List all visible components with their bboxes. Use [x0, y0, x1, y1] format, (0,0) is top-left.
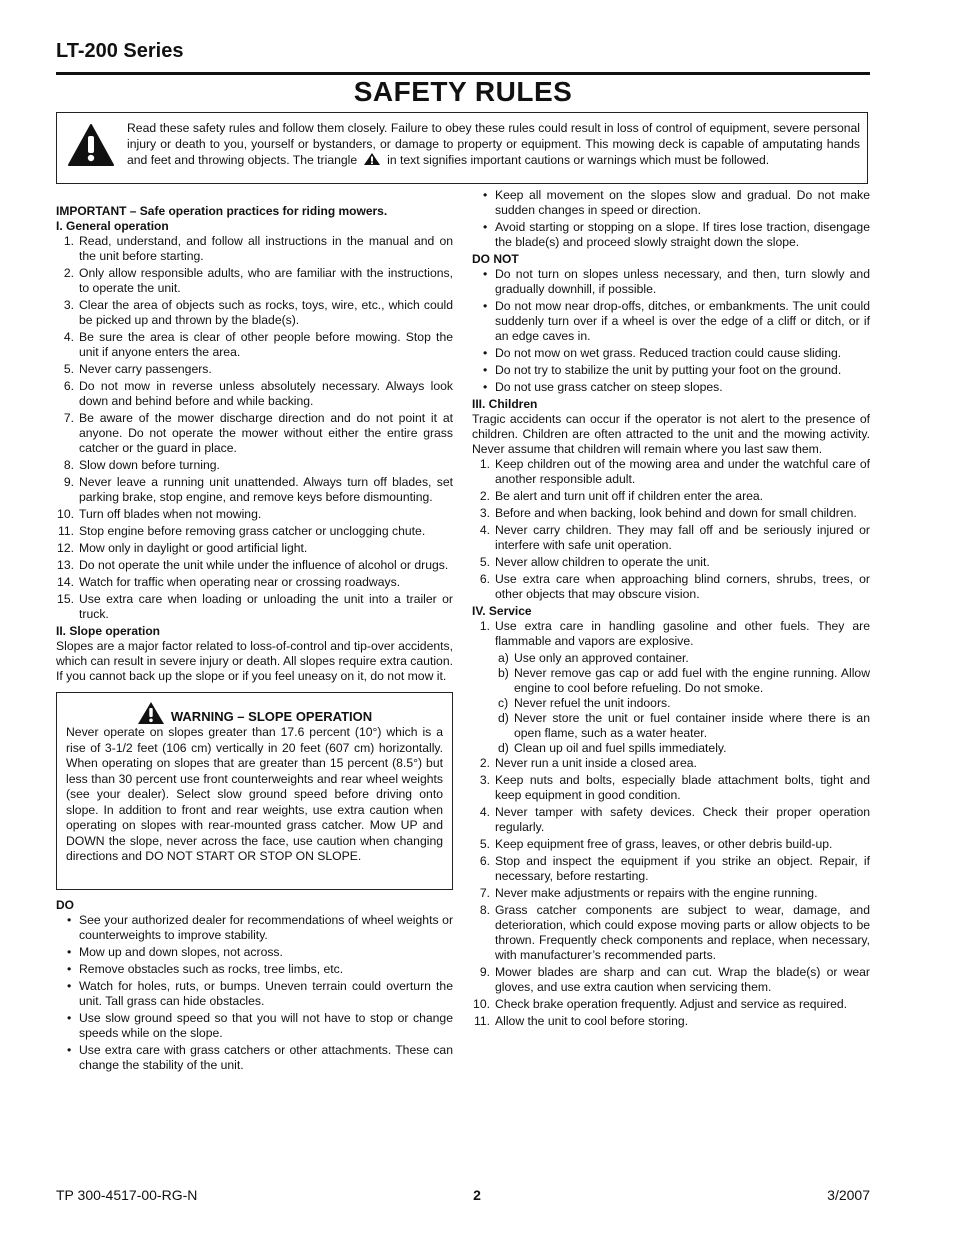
list-item: 2. Only allow responsible adults, who are familiar with the instructions, to operate the unit.	[63, 266, 453, 295]
do-list	[56, 913, 453, 1073]
list-item: 1. Read, understand, and follow all instructions in the manual and on the unit before starting.	[63, 234, 453, 263]
bullet-icon: •	[483, 380, 488, 394]
general-operation-list	[56, 234, 453, 622]
list-item: 5. Keep equipment free of grass, leaves, or other debris build-up.	[479, 837, 833, 851]
service-list-first	[472, 619, 870, 649]
bullet-item: • Mow up and down slopes, not across.	[67, 945, 283, 959]
sub-list-item: a) Use only an approved container.	[498, 651, 689, 665]
bullet-icon: •	[67, 1011, 72, 1025]
bullet-icon: •	[67, 962, 72, 976]
list-item: 4. Be sure the area is clear of other people before mowing. Stop the unit if anyone enters the area.	[63, 330, 453, 359]
intro-warning-box	[56, 112, 868, 184]
list-item: 9. Never leave a running unit unattended. Always turn off blades, set parking brake, stop engine, and remove keys before dismounting.	[63, 475, 453, 504]
bullet-icon: •	[67, 1043, 72, 1057]
left-column	[56, 204, 453, 1075]
bullet-item: • Do not mow near drop-offs, ditches, or embankments. The unit could suddenly turn over if a wheel is over the edge of a cliff or ditch, or if an edge caves in.	[483, 299, 870, 343]
bullet-icon: •	[483, 220, 488, 234]
list-item: 2. Never run a unit inside a closed area.	[479, 756, 697, 770]
list-item: 1. Use extra care in handling gasoline and other fuels. They are flammable and vapors are explosive.	[479, 619, 870, 648]
sub-list-item: d) Clean up oil and fuel spills immediately.	[498, 741, 727, 755]
bullet-item: • Do not use grass catcher on steep slopes.	[483, 380, 723, 394]
slope-operation-heading: II. Slope operation	[56, 624, 161, 638]
list-item: 14. Watch for traffic when operating near or crossing roadways.	[57, 575, 401, 589]
children-heading: III. Children	[472, 397, 538, 411]
header-rule	[56, 72, 870, 75]
bullet-item: • Use extra care with grass catchers or other attachments. These can change the stability of the unit.	[67, 1043, 453, 1072]
bullet-item: • Do not try to stabilize the unit by putting your foot on the ground.	[483, 363, 842, 377]
bullet-icon: •	[483, 363, 488, 377]
slope-warning-text: Never operate on slopes greater than 17.6 percent (10°) which is a rise of 3-1/2 feet (106 cm) vertically in 20 feet (607 cm) horizontally. When operating on slopes that are greater than 15 percent (8.5°) but less than 30 percent use front counterweights and rear wheel weights (see your dealer). Select slow ground speed before driving onto slope. In addition to front and rear weights, use extra caution when operating on slopes with rear-mounted grass catcher. Mow UP and DOWN the slope, never across the face, use caution when changing directions and DO NOT START OR STOP ON SLOPE.	[66, 725, 443, 863]
do-not-list	[472, 267, 870, 395]
sub-list-item: d) Never store the unit or fuel container inside where there is an open flame, such as a water heater.	[498, 711, 870, 740]
bullet-icon: •	[483, 267, 488, 281]
sub-list-item: c) Never refuel the unit indoors.	[498, 696, 671, 710]
list-item: 3. Before and when backing, look behind and down for small children.	[479, 506, 857, 520]
bullet-icon: •	[67, 979, 72, 993]
page-number: 2	[473, 1187, 481, 1203]
list-item: 6. Use extra care when approaching blind corners, shrubs, trees, or other objects that may obscure vision.	[479, 572, 870, 601]
right-column	[472, 188, 870, 1031]
doc-date: 3/2007	[827, 1187, 870, 1203]
bullet-item: • Avoid starting or stopping on a slope. If tires lose traction, disengage the blade(s) and proceed slowly straight down the slope.	[483, 220, 870, 249]
warning-triangle-icon	[67, 123, 115, 167]
do-heading: DO	[56, 898, 74, 912]
fuel-sub-list	[472, 651, 870, 756]
bullet-item: • Remove obstacles such as rocks, tree limbs, etc.	[67, 962, 344, 976]
list-item: 4. Never tamper with safety devices. Check their proper operation regularly.	[479, 805, 870, 834]
slope-warning-box	[56, 692, 453, 890]
bullet-icon: •	[67, 913, 72, 927]
series-title: LT-200 Series	[56, 40, 184, 62]
list-item: 10. Turn off blades when not mowing.	[57, 507, 262, 521]
service-heading: IV. Service	[472, 604, 532, 618]
list-item: 5. Never carry passengers.	[63, 362, 212, 376]
slope-intro: Slopes are a major factor related to loss-of-control and tip-over accidents, which can result in severe injury or death. All slopes require extra caution. If you cannot back up the slope or if you feel uneasy on it, do not mow it.	[56, 639, 453, 683]
list-item: 8. Slow down before turning.	[63, 458, 220, 472]
list-item: 5. Never allow children to operate the unit.	[479, 555, 710, 569]
bullet-item: • Do not mow on wet grass. Reduced traction could cause sliding.	[483, 346, 842, 360]
bullet-item: • Watch for holes, ruts, or bumps. Uneven terrain could overturn the unit. Tall grass can hide obstacles.	[67, 979, 453, 1008]
bullet-icon: •	[67, 945, 72, 959]
do-not-heading: DO NOT	[472, 252, 519, 266]
list-item: 11. Allow the unit to cool before storing.	[473, 1014, 689, 1028]
list-item: 6. Stop and inspect the equipment if you strike an object. Repair, if necessary, before restarting.	[479, 854, 870, 883]
bullet-item: • See your authorized dealer for recommendations of wheel weights or counterweights to improve stability.	[67, 913, 453, 942]
sub-list-item: b) Never remove gas cap or add fuel with the engine running. Allow engine to cool before refueling. Do not smoke.	[498, 666, 870, 695]
inline-triangle-icon	[363, 152, 381, 166]
important-heading: IMPORTANT – Safe operation practices for riding mowers.	[56, 204, 388, 218]
intro-text: Read these safety rules and follow them closely. Failure to obey these rules could result in loss of control of equipment, severe personal injury or death to you, yourself or bystanders, or damage to property or equipment. This mowing deck is capable of amputating hands and feet and throwing objects. The triangle in text signifies important cautions or warnings which must be followed.	[127, 121, 860, 167]
slope-warning-heading: WARNING – SLOPE OPERATION	[66, 701, 443, 725]
list-item: 12. Mow only in daylight or good artificial light.	[57, 541, 308, 555]
bullet-item: • Keep all movement on the slopes slow and gradual. Do not make sudden changes in speed or direction.	[483, 188, 870, 217]
list-item: 9. Mower blades are sharp and can cut. Wrap the blade(s) or wear gloves, and use extra caution when servicing them.	[479, 965, 870, 994]
general-operation-heading: I. General operation	[56, 219, 169, 233]
page-title: SAFETY RULES	[353, 76, 573, 107]
list-item: 7. Never make adjustments or repairs with the engine running.	[479, 886, 818, 900]
list-item: 15. Use extra care when loading or unloading the unit into a trailer or truck.	[57, 592, 453, 621]
bullet-icon: •	[483, 346, 488, 360]
list-item: 2. Be alert and turn unit off if children enter the area.	[479, 489, 764, 503]
list-item: 10. Check brake operation frequently. Adjust and service as required.	[473, 997, 848, 1011]
list-item: 7. Be aware of the mower discharge direction and do not point it at anyone. Do not operate the mower without either the entire grass catcher or the guard in place.	[63, 411, 453, 455]
children-list	[472, 457, 870, 602]
bullet-item: • Do not turn on slopes unless necessary, and then, turn slowly and gradually downhill, if possible.	[483, 267, 870, 296]
list-item: 1. Keep children out of the mowing area and under the watchful care of another responsible adult.	[479, 457, 870, 486]
list-item: 3. Keep nuts and bolts, especially blade attachment bolts, tight and keep equipment in good condition.	[479, 773, 870, 802]
service-list	[472, 756, 870, 1029]
do-list-continued	[472, 188, 870, 250]
warning-triangle-icon	[137, 701, 165, 725]
list-item: 4. Never carry children. They may fall off and be seriously injured or interfere with safe unit operation.	[479, 523, 870, 552]
doc-number: TP 300-4517-00-RG-N	[56, 1187, 198, 1203]
children-intro: Tragic accidents can occur if the operator is not alert to the presence of children. Children are often attracted to the unit and the mowing activity. Never assume that children will remain where you last saw them.	[472, 412, 870, 456]
bullet-icon: •	[483, 188, 488, 202]
list-item: 11. Stop engine before removing grass catcher or unclogging chute.	[57, 524, 426, 538]
bullet-icon: •	[483, 299, 488, 313]
bullet-item: • Use slow ground speed so that you will not have to stop or change speeds while on the slope.	[67, 1011, 453, 1040]
list-item: 13. Do not operate the unit while under the influence of alcohol or drugs.	[57, 558, 449, 572]
list-item: 8. Grass catcher components are subject to wear, damage, and deterioration, which could expose moving parts or allow objects to be thrown. Frequently check components and replace, when necessary, with manufacturer’s recommended parts.	[479, 903, 870, 962]
list-item: 6. Do not mow in reverse unless absolutely necessary. Always look down and behind before and while backing.	[63, 379, 453, 408]
list-item: 3. Clear the area of objects such as rocks, toys, wire, etc., which could be picked up and thrown by the blade(s).	[63, 298, 453, 327]
